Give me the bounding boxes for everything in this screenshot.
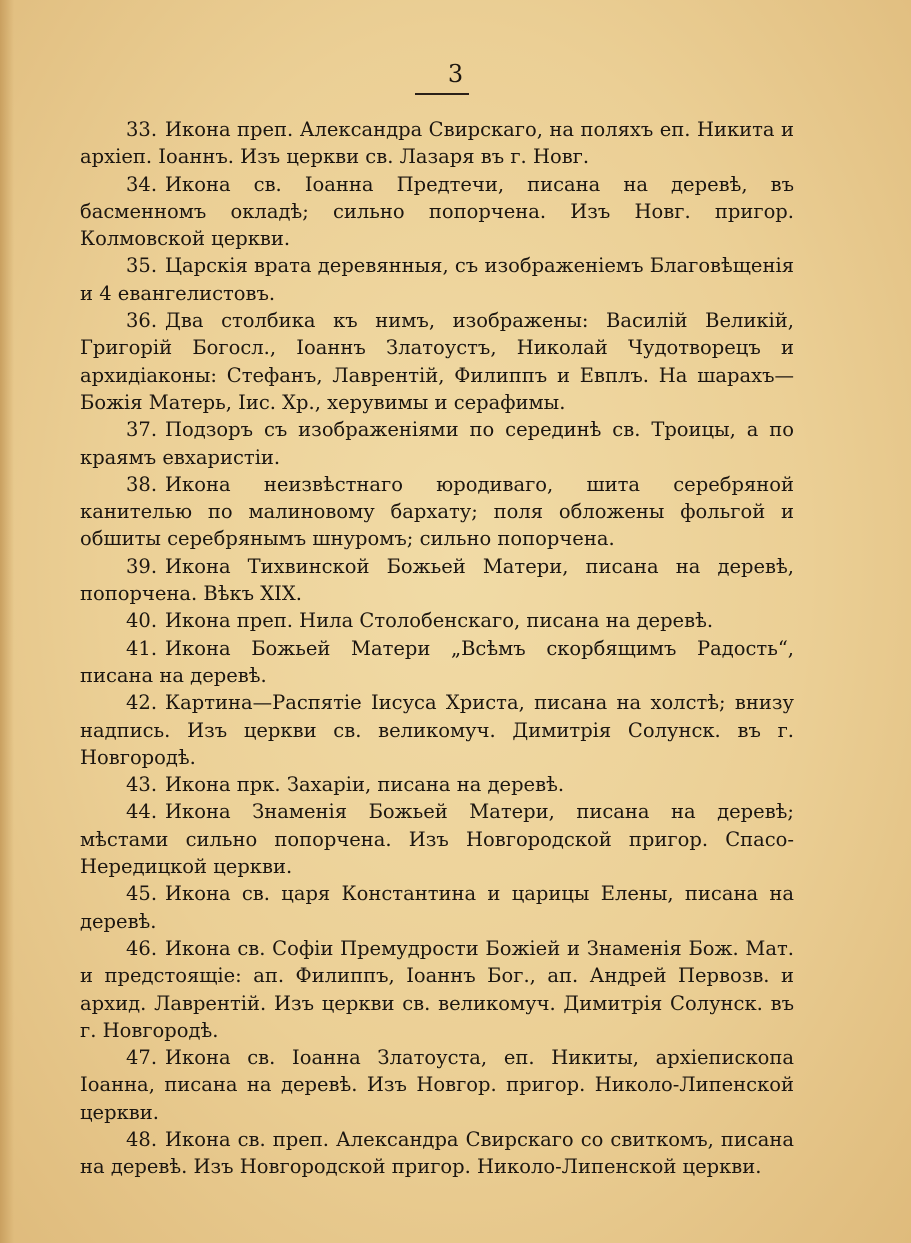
catalog-entry [80,880,794,935]
catalog-entry [80,1044,794,1126]
entry-text: Два столбика къ нимъ, изображены: Василій Великій, Григорій Богосл., Іоаннъ Златоустъ, Николай Чудотворецъ и архидіаконы: Стефанъ, Лаврентій, Филиппъ и Евплъ. На шарахъ—Божія Матерь, Іис. Хр., херувимы и серафимы. [80,309,794,414]
entry-number: 38. [126,472,158,496]
entry-number: 40. [126,609,158,633]
entry-text: Картина—Распятіе Іисуса Христа, писана на холстѣ; внизу надпись. Изъ церкви св. великомуч. Димитрія Солунск. въ г. Новгородѣ. [80,691,794,769]
catalog-entry [80,689,794,771]
entry-text: Икона преп. Александра Свирскаго, на поляхъ еп. Никита и архіеп. Іоаннъ. Изъ церкви св. Лазаря въ г. Новг. [80,118,794,169]
entry-number: 36. [126,309,158,333]
catalog-entry [80,553,794,608]
entry-number: 45. [126,882,158,906]
entry-text: Икона неизвѣстнаго юродиваго, шита серебряной канителью по малиновому бархату; поля обложены фольгой и обшиты серебрянымъ шнуромъ; сильно попорчена. [80,472,794,551]
entry-text: Икона св. преп. Александра Свирскаго со свиткомъ, писана на деревѣ. Изъ Новгородской пригор. Николо-Липенской церкви. [80,1127,794,1179]
entry-number: 44. [126,800,158,824]
entry-number: 48. [126,1127,158,1151]
catalog-entry [80,935,794,1044]
entry-number: 46. [126,936,158,960]
catalog-entry [80,607,794,634]
catalog-entry [80,252,794,307]
catalog-entry [80,171,794,253]
entry-number: 37. [126,418,158,442]
entry-number: 39. [126,554,158,578]
catalog-entry [80,416,794,471]
entry-text: Икона преп. Нила Столобенскаго, писана на деревѣ. [165,609,714,633]
catalog-entry [80,116,794,171]
entry-number: 33. [126,118,158,141]
entry-number: 41. [126,636,158,660]
catalog-entry [80,635,794,690]
catalog-entry [80,307,794,416]
entry-text: Икона св. Іоанна Златоуста, еп. Никиты, архіепископа Іоанна, писана на деревѣ. Изъ Новгор. пригор. Николо-Липенской церкви. [80,1046,794,1124]
entry-text: Икона св. Софіи Премудрости Божіей и Знаменія Бож. Мат. и предстоящіе: ап. Филиппъ, Іоаннъ Бог., ап. Андрей Первозв. и архид. Лаврентій. Изъ церкви св. великомуч. Димитрія Солунск. въ г. Новгородѣ. [80,936,794,1042]
entry-text: Царскія врата деревянныя, съ изображеніемъ Благовѣщенія и 4 евангелистовъ. [80,254,794,305]
entry-text: Подзоръ съ изображеніями по серединѣ св. Троицы, а по краямъ евхаристіи. [80,418,794,469]
entry-number: 43. [126,773,158,797]
entry-text: Икона св. Іоанна Предтечи, писана на деревѣ, въ басменномъ окладѣ; сильно попорчена. Изъ Новг. пригор. Колмовской церкви. [80,172,794,251]
page-number-rule [415,93,469,95]
catalog-entry [80,771,794,798]
entry-text: Икона прк. Захаріи, писана на деревѣ. [165,773,565,797]
entry-text: Икона Тихвинской Божьей Матери, писана на деревѣ, попорчена. Вѣкъ XIX. [80,554,794,606]
catalog-entry [80,798,794,880]
entry-text: Икона св. царя Константина и царицы Елены, писана на деревѣ. [80,882,794,933]
entry-text: Икона Знаменія Божьей Матери, писана на деревѣ; мѣстами сильно попорчена. Изъ Новгородской пригор. Спасо-Нередицкой церкви. [80,800,794,879]
catalog-entry [80,1126,794,1181]
catalog-list [80,116,794,1181]
catalog-entry [80,471,794,553]
entry-number: 34. [126,172,158,196]
entry-number: 47. [126,1046,158,1070]
page-edge-shadow [0,0,14,1243]
entry-number: 35. [126,254,158,278]
entry-number: 42. [126,691,158,715]
entry-text: Икона Божьей Матери „Всѣмъ скорбящимъ Радость“, писана на деревѣ. [80,636,794,687]
page-number: 3 [447,60,464,88]
